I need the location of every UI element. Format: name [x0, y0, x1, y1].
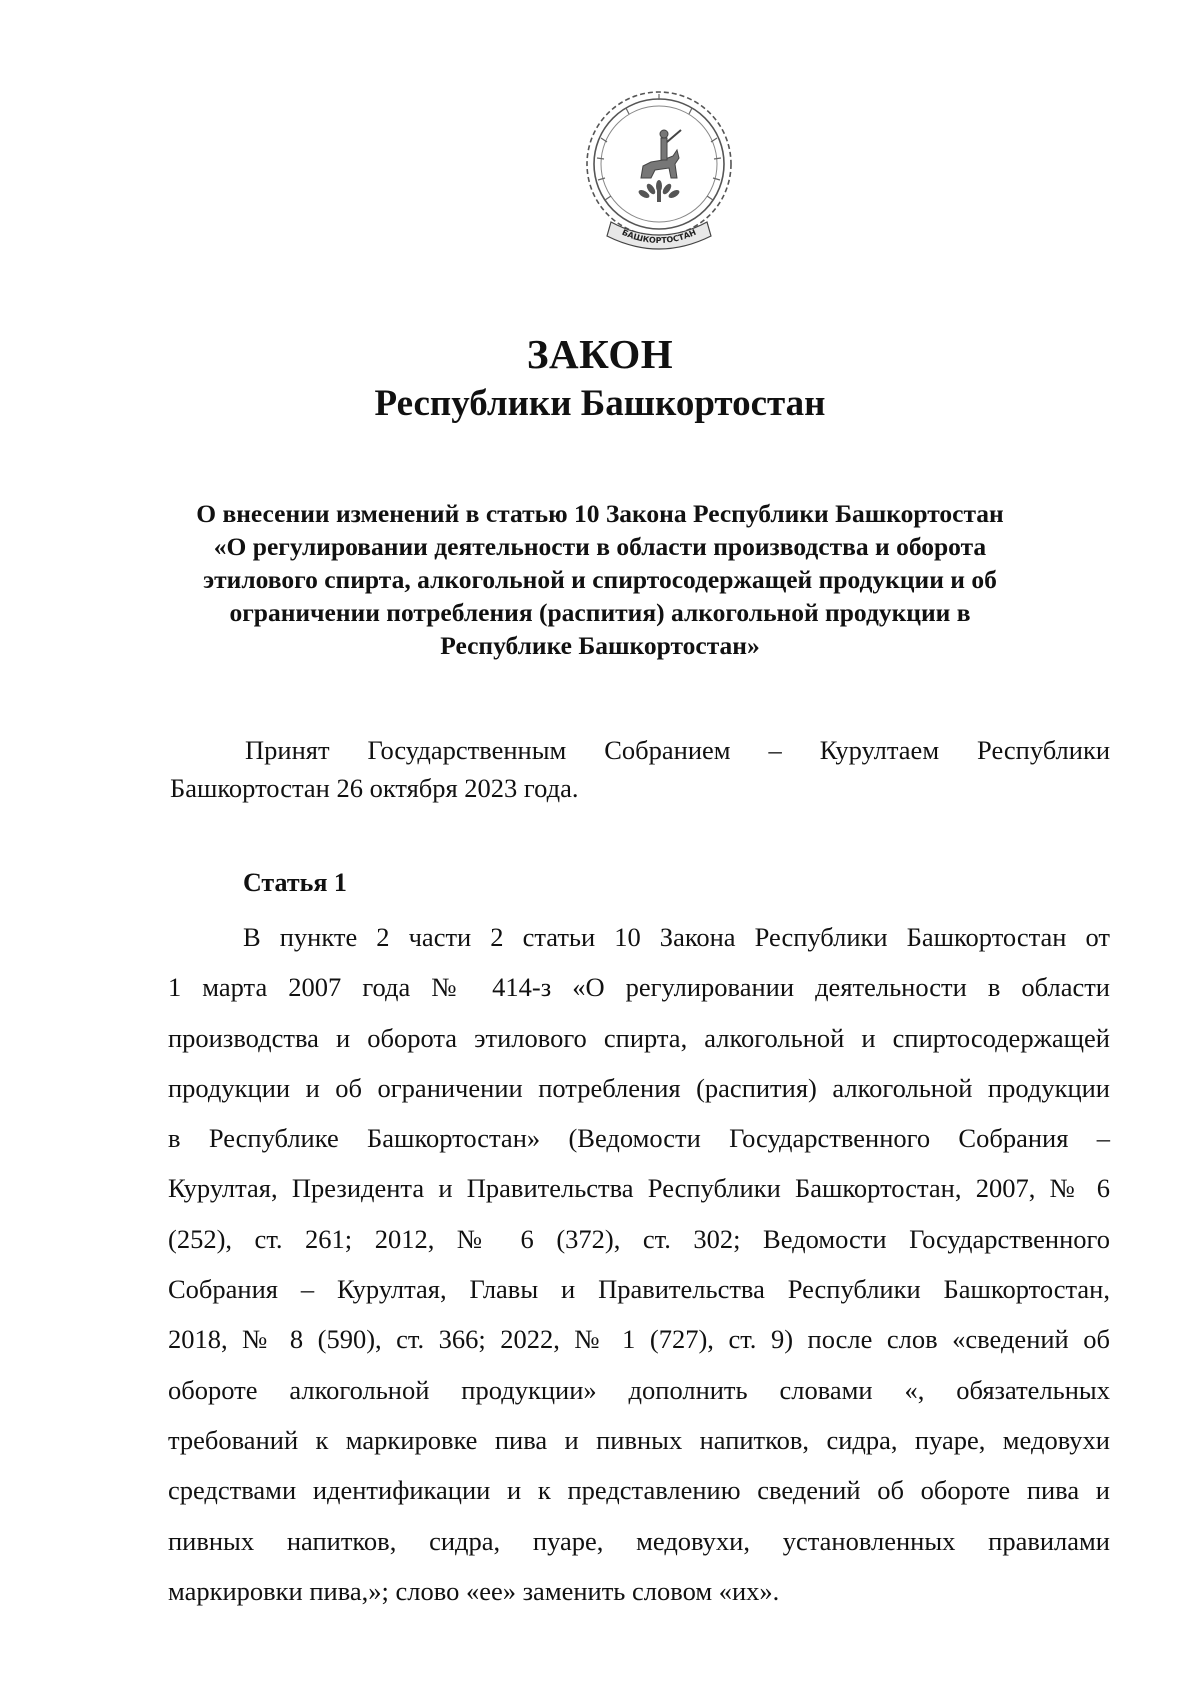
document-type-title: ЗАКОН	[526, 331, 674, 377]
svg-text:БАШКОРТОСТАН: БАШКОРТОСТАН	[620, 227, 698, 246]
law-name-line: О внесении изменений в статью 10 Закона Республики Башкортостан	[196, 499, 1004, 528]
adoption-line: Башкортостан 26 октября 2023 года.	[170, 773, 579, 803]
adoption-line: Принят Государственным Собранием – Курултаем Республики	[245, 735, 1110, 765]
article-line: 1 марта 2007 года № 414-з «О регулировании деятельности в области	[168, 972, 1110, 1003]
coat-of-arms-icon	[581, 86, 737, 256]
article-line: средствами идентификации и к представлению сведений об обороте пива и	[168, 1475, 1110, 1506]
article-line: В пункте 2 части 2 статьи 10 Закона Республики Башкортостан от	[243, 922, 1110, 952]
article-line: 2018, № 8 (590), ст. 366; 2022, № 1 (727), ст. 9) после слов «сведений об	[168, 1324, 1110, 1355]
law-name-line: Республике Башкортостан»	[440, 631, 760, 660]
law-name-line: «О регулировании деятельности в области производства и оборота	[213, 532, 987, 561]
article-line: требований к маркировке пива и пивных напитков, сидра, пуаре, медовухи	[168, 1424, 1110, 1455]
law-name-line: этилового спирта, алкогольной и спиртосодержащей продукции и об	[203, 565, 997, 594]
adoption-statement	[170, 731, 1110, 807]
article-line: маркировки пива,»; слово «ее» заменить словом «их».	[168, 1575, 780, 1606]
article-line: пивных напитков, сидра, пуаре, медовухи, установленных правилами	[168, 1525, 1110, 1556]
article-line: производства и оборота этилового спирта, алкогольной и спиртосодержащей	[168, 1022, 1110, 1053]
law-name-line: ограничении потребления (распития) алкогольной продукции в	[229, 598, 971, 627]
article-line: (252), ст. 261; 2012, № 6 (372), ст. 302; Ведомости Государственного	[168, 1223, 1110, 1254]
article-line: Собрания – Курултая, Главы и Правительства Республики Башкортостан,	[168, 1274, 1110, 1305]
article-line: в Республике Башкортостан» (Ведомости Государственного Собрания –	[168, 1123, 1110, 1154]
article-heading: Статья 1	[243, 868, 347, 897]
article-body	[168, 912, 1110, 1616]
document-issuer-subtitle: Республики Башкортостан	[374, 383, 826, 424]
law-name-heading	[170, 497, 1030, 662]
article-line: Курултая, Президента и Правительства Республики Башкортостан, 2007, № 6	[168, 1173, 1110, 1204]
article-line: продукции и об ограничении потребления (распития) алкогольной продукции	[168, 1072, 1110, 1103]
article-line: обороте алкогольной продукции» дополнить словами «, обязательных	[168, 1374, 1110, 1405]
